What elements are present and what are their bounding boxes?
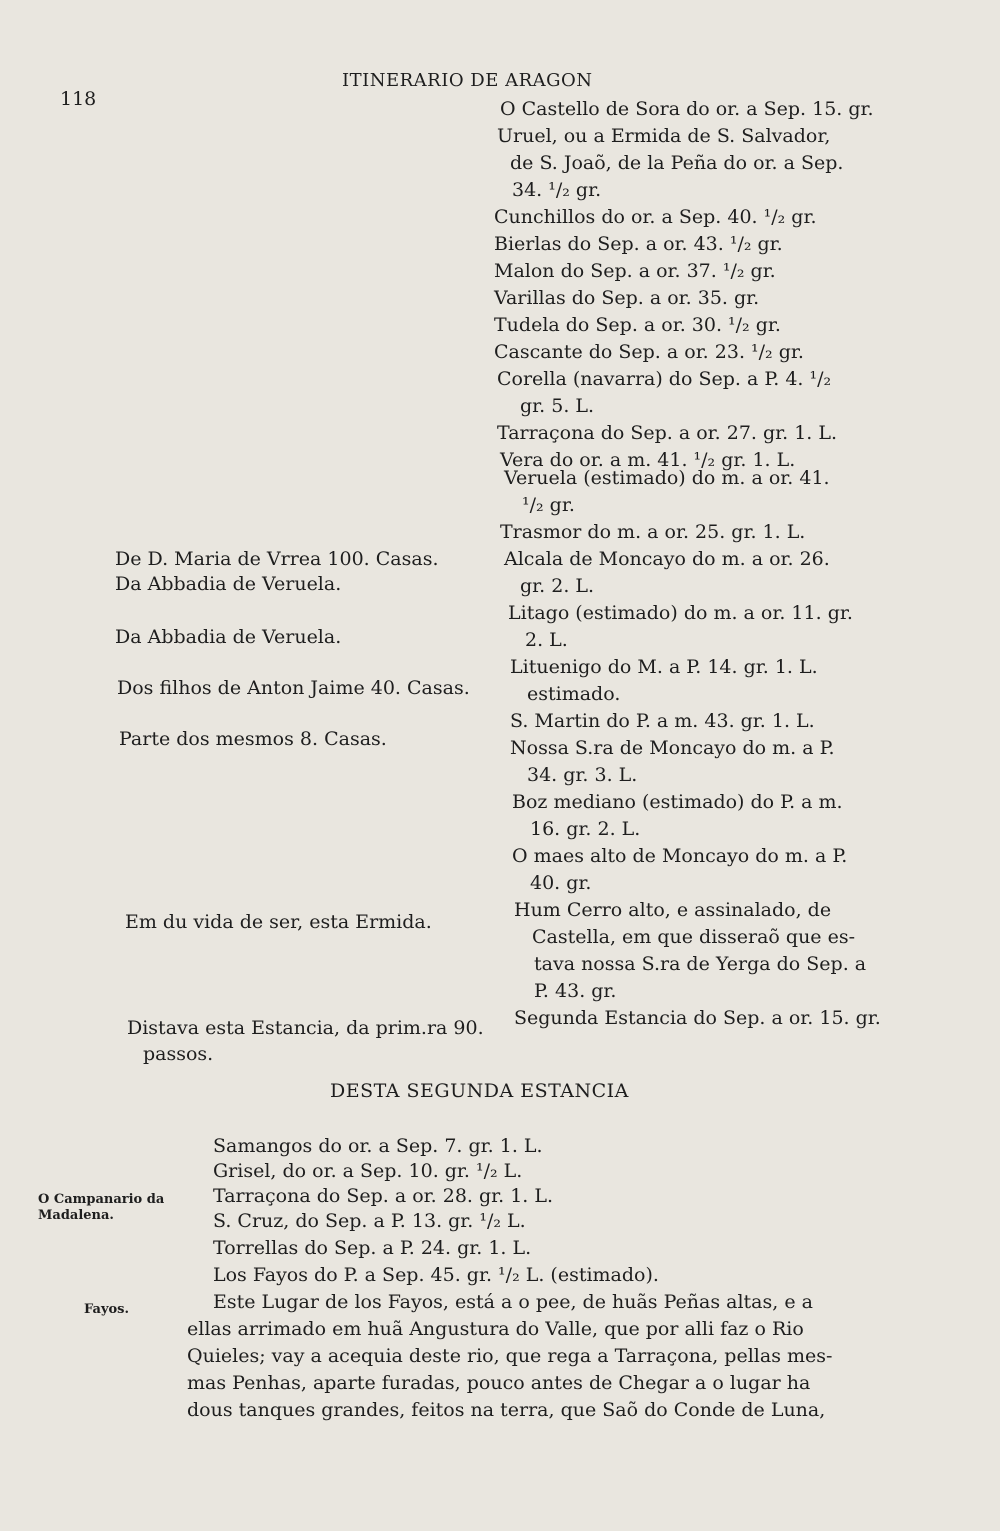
right-line: Lituenigo do M. a P. 14. gr. 1. L. (510, 656, 818, 678)
right-line: O Castello de Sora do or. a Sep. 15. gr. (500, 98, 874, 120)
left-note: Dos filhos de Anton Jaime 40. Casas. (117, 677, 470, 699)
right-line: P. 43. gr. (534, 980, 617, 1002)
right-line: gr. 2. L. (520, 575, 595, 597)
right-line: Litago (estimado) do m. a or. 11. gr. (508, 602, 853, 624)
right-line: 34. ¹/₂ gr. (512, 179, 602, 201)
right-line: ¹/₂ gr. (522, 494, 575, 516)
page-number: 118 (60, 88, 97, 110)
right-line: Nossa S.ra de Moncayo do m. a P. (510, 737, 835, 759)
right-line: S. Martin do P. a m. 43. gr. 1. L. (510, 710, 815, 732)
body-line: Torrellas do Sep. a P. 24. gr. 1. L. (213, 1237, 532, 1259)
left-note: passos. (143, 1043, 214, 1065)
body-line: ellas arrimado em huã Angustura do Valle, que por alli faz o Rio (187, 1318, 804, 1340)
body-line: Samangos do or. a Sep. 7. gr. 1. L. (213, 1135, 543, 1157)
left-note: Da Abbadia de Veruela. (115, 626, 342, 648)
right-line: tava nossa S.ra de Yerga do Sep. a (534, 953, 867, 975)
left-note: Da Abbadia de Veruela. (115, 573, 342, 595)
body-line: Grisel, do or. a Sep. 10. gr. ¹/₂ L. (213, 1160, 523, 1182)
right-line: Alcala de Moncayo do m. a or. 26. (504, 548, 830, 570)
right-line: 34. gr. 3. L. (527, 764, 638, 786)
right-line: Malon do Sep. a or. 37. ¹/₂ gr. (494, 260, 776, 282)
right-line: estimado. (527, 683, 621, 705)
right-line: Cascante do Sep. a or. 23. ¹/₂ gr. (494, 341, 804, 363)
right-line: Bierlas do Sep. a or. 43. ¹/₂ gr. (494, 233, 783, 255)
body-line: Los Fayos do P. a Sep. 45. gr. ¹/₂ L. (estimado). (213, 1264, 659, 1286)
right-line: Vera do or. a m. 41. ¹/₂ gr. 1. L. (500, 449, 796, 471)
right-line: 16. gr. 2. L. (530, 818, 641, 840)
right-line: Trasmor do m. a or. 25. gr. 1. L. (500, 521, 806, 543)
side-note: Madalena. (38, 1208, 114, 1223)
right-line: Varillas do Sep. a or. 35. gr. (494, 287, 760, 309)
left-note: Parte dos mesmos 8. Casas. (119, 728, 387, 750)
running-head: ITINERARIO DE ARAGON (342, 70, 593, 91)
body-line: mas Penhas, aparte furadas, pouco antes de Chegar a o lugar ha (187, 1372, 811, 1394)
body-line: Este Lugar de los Fayos, está a o pee, de huãs Peñas altas, e a (213, 1291, 813, 1313)
left-note: De D. Maria de Vrrea 100. Casas. (115, 548, 439, 570)
right-line: 40. gr. (530, 872, 592, 894)
right-line: 2. L. (525, 629, 568, 651)
right-line: Boz mediano (estimado) do P. a m. (512, 791, 843, 813)
right-line: Uruel, ou a Ermida de S. Salvador, (497, 125, 831, 147)
body-line: dous tanques grandes, feitos na terra, que Saõ do Conde de Luna, (187, 1399, 826, 1421)
right-line: Castella, em que disseraõ que es- (532, 926, 856, 948)
side-note: Fayos. (84, 1302, 130, 1317)
left-note: Distava esta Estancia, da prim.ra 90. (127, 1017, 484, 1039)
right-line: Tudela do Sep. a or. 30. ¹/₂ gr. (494, 314, 781, 336)
right-line: Veruela (estimado) do m. a or. 41. (504, 467, 830, 489)
body-line: S. Cruz, do Sep. a P. 13. gr. ¹/₂ L. (213, 1210, 526, 1232)
right-line: de S. Joaõ, de la Peña do or. a Sep. (510, 152, 844, 174)
body-line: Tarraçona do Sep. a or. 28. gr. 1. L. (213, 1185, 554, 1207)
side-note: O Campanario da (38, 1192, 165, 1207)
body-line: Quieles; vay a acequia deste rio, que rega a Tarraçona, pellas mes- (187, 1345, 833, 1367)
right-line: gr. 5. L. (520, 395, 595, 417)
right-line: Corella (navarra) do Sep. a P. 4. ¹/₂ (497, 368, 832, 390)
left-note: Em du vida de ser, esta Ermida. (125, 911, 432, 933)
right-line: Tarraçona do Sep. a or. 27. gr. 1. L. (497, 422, 838, 444)
right-line: O maes alto de Moncayo do m. a P. (512, 845, 848, 867)
right-line: Cunchillos do or. a Sep. 40. ¹/₂ gr. (494, 206, 817, 228)
right-line: Segunda Estancia do Sep. a or. 15. gr. (514, 1007, 881, 1029)
section-heading: DESTA SEGUNDA ESTANCIA (330, 1080, 629, 1102)
right-line: Hum Cerro alto, e assinalado, de (514, 899, 832, 921)
